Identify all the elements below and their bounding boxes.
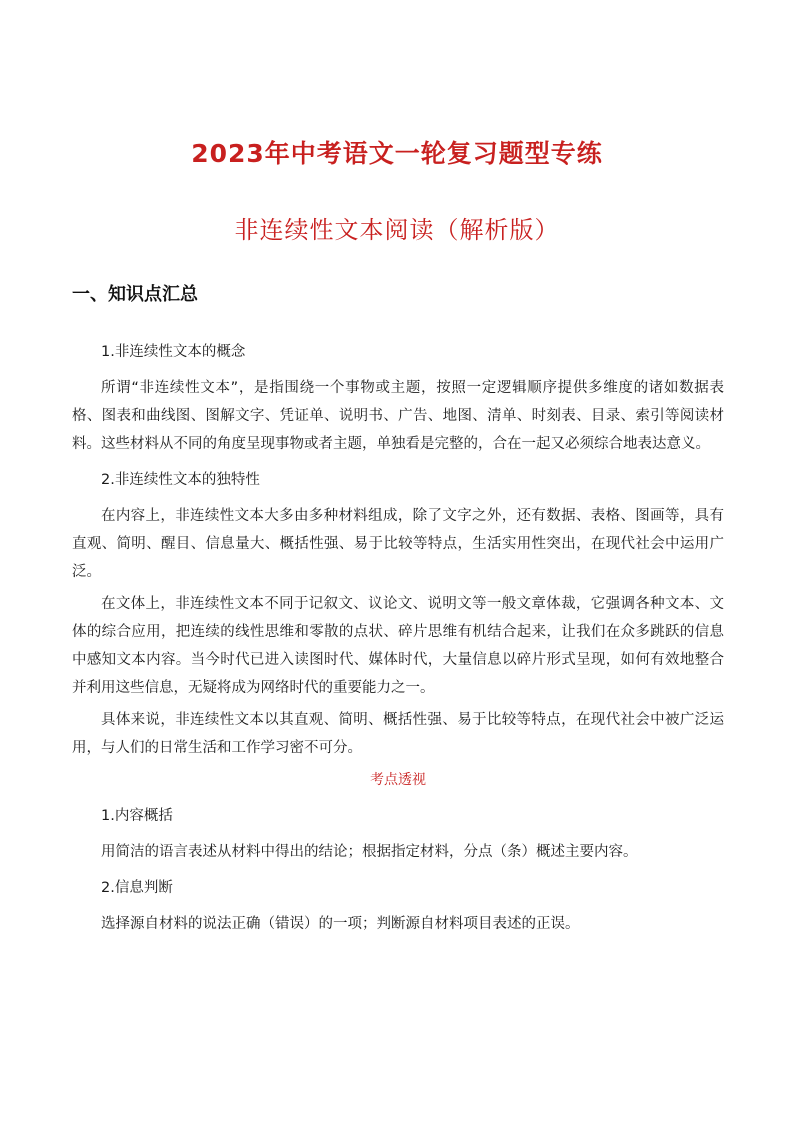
- kaodian-heading: 考点透视: [370, 772, 426, 788]
- knowledge-item2-paragraph-3: 具体来说，非连续性文本以其直观、简明、概括性强、易于比较等特点，在现代社会中被广泛运用，与人们的日常生活和工作学习密不可分。: [72, 712, 724, 756]
- kaodian-item2-paragraph: 选择源自材料的说法正确（错误）的一项；判断源自材料项目表述的正误。: [101, 916, 580, 932]
- knowledge-item2-title: 2.非连续性文本的独特性: [101, 472, 260, 488]
- kaodian-item1-paragraph: 用简洁的语言表述从材料中得出的结论；根据指定材料，分点（条）概述主要内容。: [101, 844, 638, 860]
- kaodian-item1-title: 1.内容概括: [101, 808, 173, 824]
- knowledge-item2-paragraph-1: 在内容上，非连续性文本大多由多种材料组成，除了文字之外，还有数据、表格、图画等，具有直观、简明、醒目、信息量大、概括性强、易于比较等特点，生活实用性突出，在现代社会中运用广泛。: [72, 508, 724, 580]
- knowledge-item1-title: 1.非连续性文本的概念: [101, 344, 246, 360]
- knowledge-item2-paragraph-2: 在文体上，非连续性文本不同于记叙文、议论文、说明文等一般文章体裁，它强调各种文本、文体的综合应用，把连续的线性思维和零散的点状、碎片思维有机结合起来，让我们在众多跳跃的信息中感知文本内容。当今时代已进入读图时代、媒体时代，大量信息以碎片形式呈现，如何有效地整合并利用这些信息，无疑将成为网络时代的重要能力之一。: [72, 596, 724, 696]
- document-title: 2023年中考语文一轮复习题型专练: [191, 139, 603, 168]
- knowledge-body: [72, 338, 724, 938]
- knowledge-item1-paragraph: 所谓“非连续性文本”，是指围绕一个事物或主题，按照一定逻辑顺序提供多维度的诸如数据表格、图表和曲线图、图解文字、凭证单、说明书、广告、地图、清单、时刻表、目录、索引等阅读材料。这些材料从不同的角度呈现事物或者主题，单独看是完整的，合在一起又必须综合地表达意义。: [72, 380, 724, 452]
- document-subtitle: 非连续性文本阅读（解析版）: [234, 216, 560, 244]
- section-heading: 一、知识点汇总: [72, 284, 198, 305]
- kaodian-item2-title: 2.信息判断: [101, 880, 173, 896]
